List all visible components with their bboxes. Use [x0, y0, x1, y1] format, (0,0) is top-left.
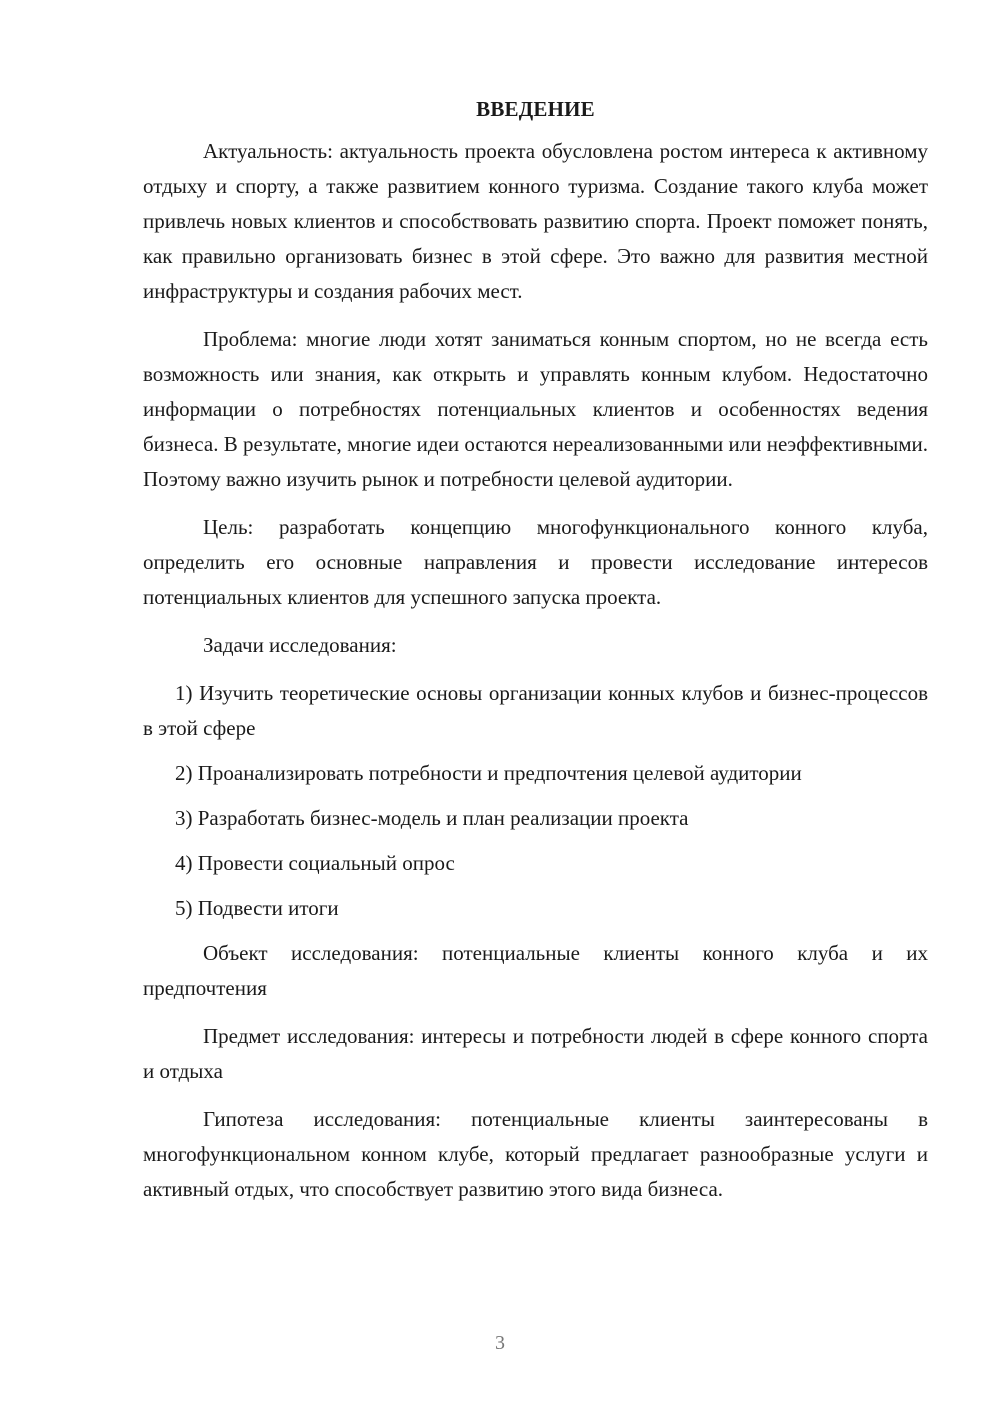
task-item-2: 2) Проанализировать потребности и предпочтения целевой аудитории [175, 761, 802, 785]
page-content [143, 92, 928, 1207]
section-title: ВВЕДЕНИЕ [476, 97, 595, 121]
hypothesis-text-part-1: Гипотеза исследования: потенциальные клиенты заинтересованы в многофункциональном конном клубе, который предлагает [143, 1107, 928, 1166]
page-number: 3 [495, 1332, 505, 1354]
relevance-paragraph: Актуальность: актуальность проекта обусловлена ростом интереса к активному отдыху и спорту, а также развитием конного туризма. Создание такого клуба может привлечь новых клиентов и способствовать развитию спорта. Проект поможет понять, как правильно организовать бизнес в этой сфере. Это важно для развития местной инфраструктуры и создания рабочих мест. [143, 139, 928, 303]
hypothesis-text-part-2: разнообразные услуги и активный отдых, что способствует развитию этого вида бизнеса. [143, 1142, 928, 1201]
subject-paragraph: Предмет исследования: интересы и потребности людей в сфере конного спорта и отдыха [143, 1024, 928, 1083]
task-item-3: 3) Разработать бизнес-модель и план реализации проекта [175, 806, 689, 830]
task-item-5: 5) Подвести итоги [175, 896, 339, 920]
hypothesis-paragraph [143, 1102, 928, 1207]
problem-paragraph: Проблема: многие люди хотят заниматься конным спортом, но не всегда есть возможность или знания, как открыть и управлять конным клубом. Недостаточно информации о потребностях потенциальных клиентов и особенностях ведения бизнеса. В результате, многие идеи остаются нереализованными или неэффективными. Поэтому важно изучить рынок и потребности целевой аудитории. [143, 327, 928, 491]
object-paragraph: Объект исследования: потенциальные клиенты конного клуба и их предпочтения [143, 941, 928, 1000]
tasks-heading: Задачи исследования: [203, 633, 397, 657]
task-item-1: 1) Изучить теоретические основы организации конных клубов и бизнес-процессов в этой сфере [143, 681, 928, 740]
goal-paragraph: Цель: разработать концепцию многофункционального конного клуба, определить его основные направления и провести исследование интересов потенциальных клиентов для успешного запуска проекта. [143, 515, 928, 609]
task-item-4: 4) Провести социальный опрос [175, 851, 455, 875]
